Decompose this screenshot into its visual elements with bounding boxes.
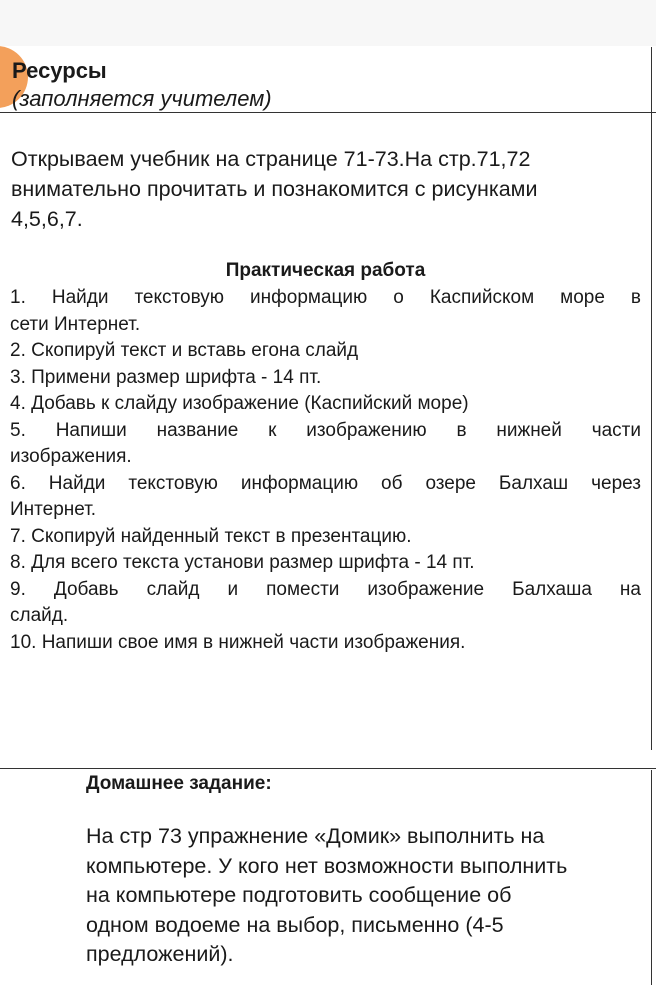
resources-title: Ресурсы: [12, 58, 107, 83]
task-line: слайд.: [10, 605, 69, 626]
intro-paragraph: [11, 144, 647, 234]
practice-task-list: [10, 285, 641, 656]
task-line: 6. Найди текстовую информацию об озере Балхаш через: [10, 472, 641, 494]
table-right-border: [651, 47, 652, 750]
task-line: 9. Добавь слайд и помести изображение Балхаша на: [10, 578, 641, 600]
top-margin: [0, 0, 656, 46]
homework-line: предложений).: [86, 942, 234, 966]
task-line: 1. Найди текстовую информацию о Каспийском море в: [10, 287, 641, 308]
homework-line: компьютере. У кого нет возможности выполнить: [86, 853, 568, 878]
task-line: Интернет.: [10, 499, 97, 520]
intro-line: Открываем учебник на странице 71-73.На стр.71,72: [11, 147, 531, 171]
task-line: 4. Добавь к слайду изображение (Каспийский море): [10, 393, 469, 414]
task-line: 8. Для всего текста установи размер шрифта - 14 пт.: [10, 552, 475, 573]
homework-line: На стр 73 упражнение «Домик» выполнить на: [86, 824, 545, 848]
practice-title: Практическая работа: [225, 260, 426, 281]
task-line: 5. Напиши название к изображению в нижней части: [10, 419, 641, 441]
resources-note: (заполняется учителем): [12, 86, 272, 111]
task-line: 2. Скопируй текст и вставь егона слайд: [10, 340, 359, 361]
intro-line: внимательно прочитать и познакомится с рисунками: [11, 177, 538, 201]
homework-title: Домашнее задание:: [86, 773, 272, 794]
intro-line: 4,5,6,7.: [11, 207, 83, 231]
homework-line: одном водоеме на выбор, письменно (4-5: [86, 912, 504, 937]
table-right-border-lower: [651, 770, 652, 985]
homework-line: на компьютере подготовить сообщение об: [86, 883, 512, 907]
table-divider-top: [0, 112, 656, 113]
task-line: изображения.: [10, 446, 132, 467]
task-line: 7. Скопируй найденный текст в презентацию.: [10, 525, 412, 547]
task-line: 3. Примени размер шрифта - 14 пт.: [10, 366, 322, 388]
task-line: сети Интернет.: [10, 313, 141, 335]
task-line: 10. Напиши свое имя в нижней части изображения.: [10, 631, 466, 653]
homework-paragraph: [86, 822, 651, 970]
